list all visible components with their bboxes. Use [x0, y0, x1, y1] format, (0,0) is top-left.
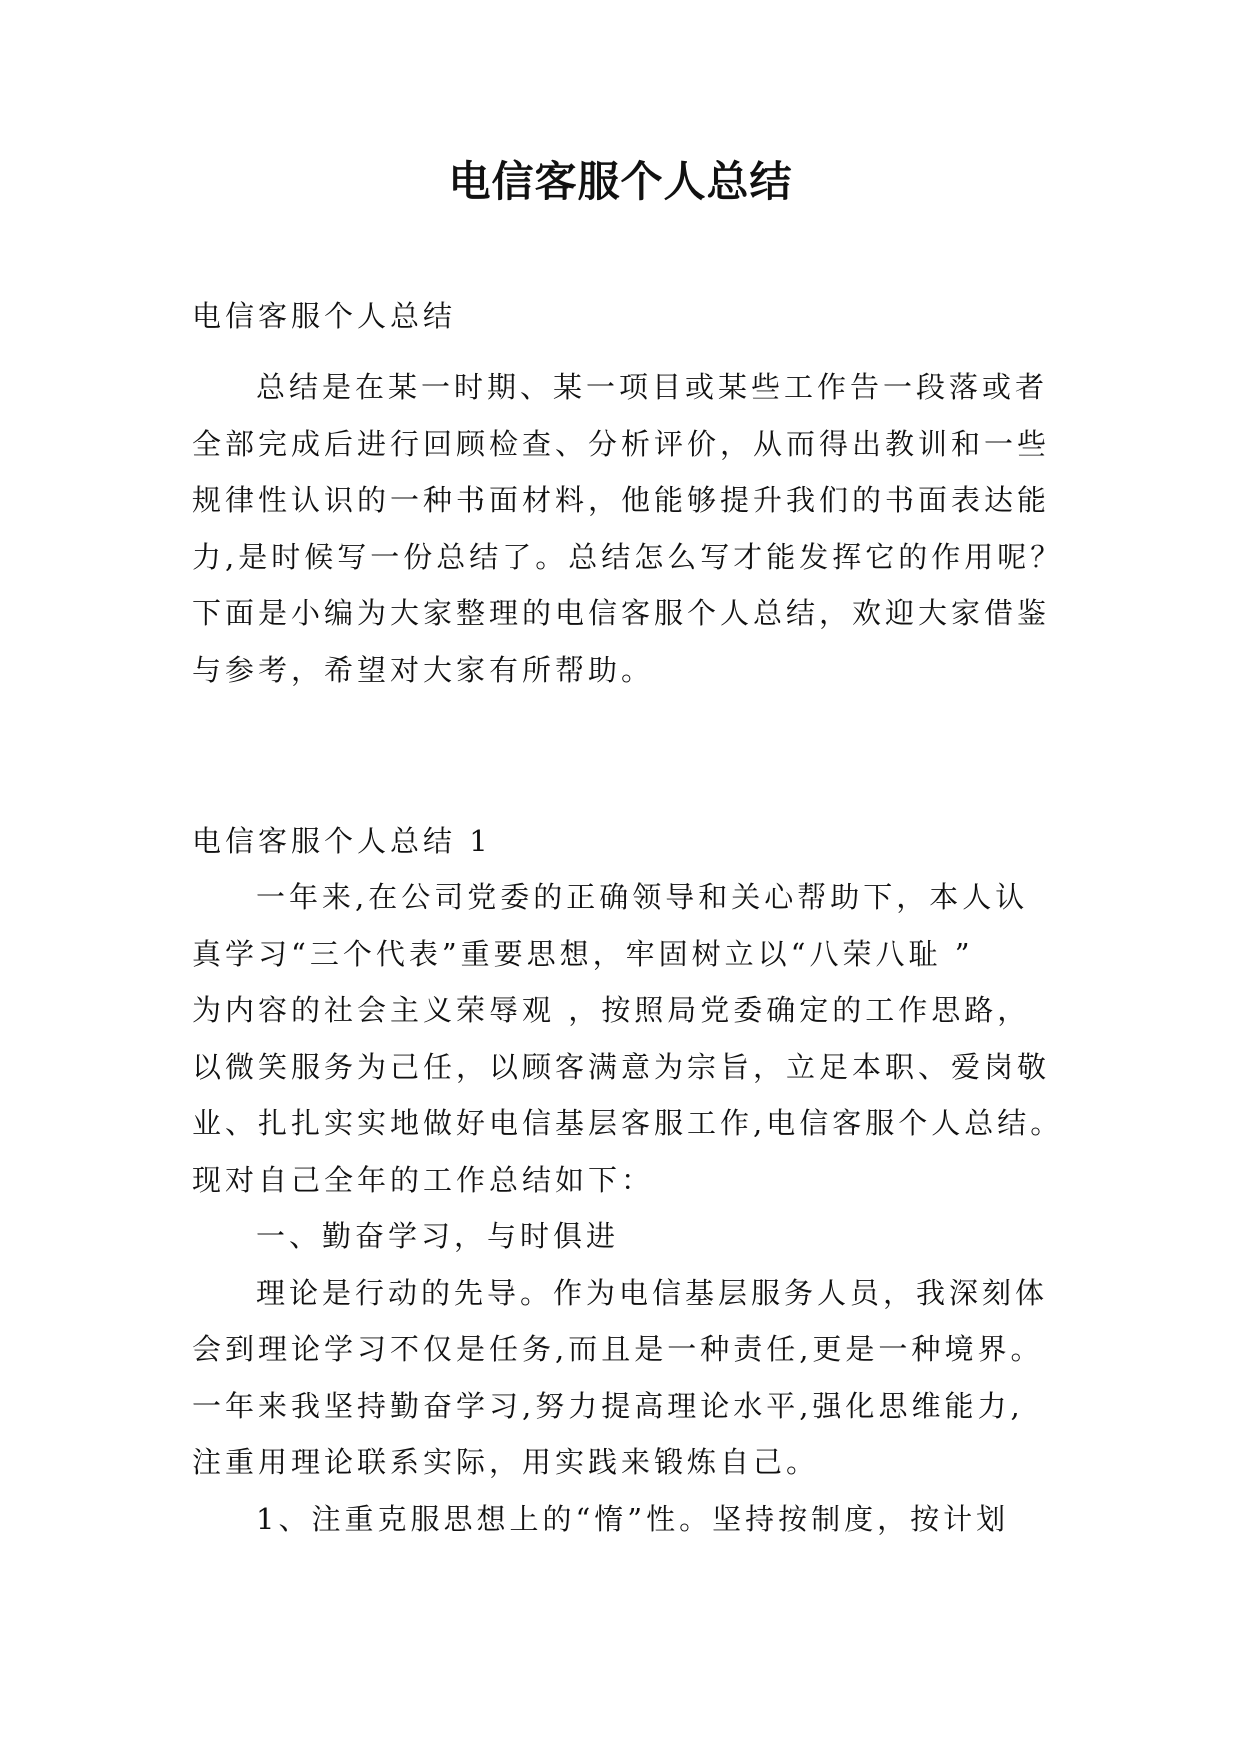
paragraph-line: 一年来我坚持勤奋学习,努力提高理论水平,强化思维能力,: [192, 1388, 1024, 1423]
paragraph-line: 1、注重克服思想上的“惰”性。坚持按制度，按计划: [256, 1501, 1010, 1536]
document-subtitle: 电信客服个人总结: [192, 299, 457, 333]
paragraph-line: 一年来,在公司党委的正确领导和关心帮助下，本人认: [256, 880, 1029, 914]
paragraph-line: 总结是在某一时期、某一项目或某些工作告一段落或者: [256, 370, 1049, 404]
paragraph-line: 下面是小编为大家整理的电信客服个人总结，欢迎大家借鉴: [192, 596, 1051, 630]
section-heading: 电信客服个人总结 1: [192, 824, 492, 858]
paragraph-line: 注重用理论联系实际，用实践来锻炼自己。: [192, 1445, 820, 1479]
section-body: [192, 869, 1062, 1547]
paragraph-line: 理论是行动的先导。作为电信基层服务人员，我深刻体: [256, 1275, 1049, 1310]
section-subheading: 一、勤奋学习，与时俱进: [256, 1219, 620, 1253]
paragraph-line: 会到理论学习不仅是任务,而且是一种责任,更是一种境界。: [192, 1332, 1044, 1366]
paragraph-line: 以微笑服务为己任，以顾客满意为宗旨，立足本职、爱岗敬: [192, 1049, 1051, 1084]
document-title: 电信客服个人总结: [448, 157, 793, 206]
paragraph-line: 力,是时候写一份总结了。总结怎么写才能发挥它的作用呢？: [192, 539, 1064, 574]
intro-paragraph: [192, 359, 1062, 698]
paragraph-line: 全部完成后进行回顾检查、分析评价，从而得出教训和一些: [192, 426, 1051, 461]
paragraph-line: 业、扎扎实实地做好电信基层客服工作,电信客服个人总结。: [192, 1106, 1064, 1140]
paragraph-line: 为内容的社会主义荣辱观 ，按照局党委确定的工作思路，: [192, 993, 1031, 1027]
paragraph-line: 真学习“三个代表”重要思想，牢固树立以“八荣八耻 ”: [192, 936, 974, 971]
paragraph-line: 与参考，希望对大家有所帮助。: [192, 652, 655, 687]
paragraph-line: 现对自己全年的工作总结如下：: [192, 1162, 655, 1197]
paragraph-line: 规律性认识的一种书面材料，他能够提升我们的书面表达能: [192, 483, 1051, 517]
